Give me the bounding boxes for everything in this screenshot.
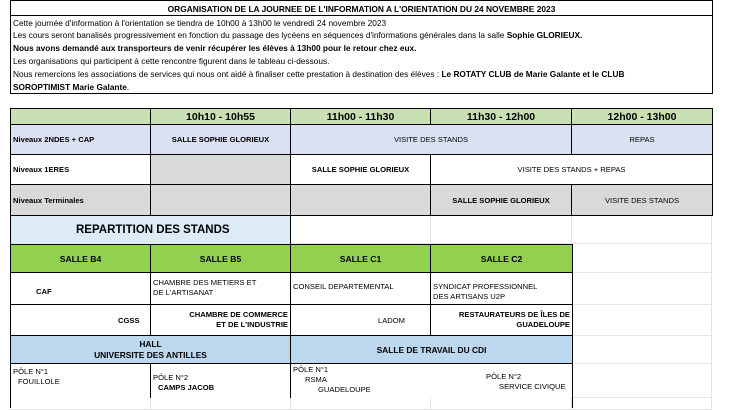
time-slot-2: 11h00 - 11h30 — [291, 109, 431, 125]
hall-label: HALL — [139, 338, 162, 349]
time-slot-3: 11h30 - 12h00 — [431, 109, 572, 125]
row2-empty — [151, 155, 291, 185]
row3-empty-2 — [291, 185, 431, 215]
info-line-2: Les cours seront banalisés progressivement en fonction du passage des lycéens en séquences d'informations générales dans la salle Sophie GLORIEUX. — [13, 30, 583, 40]
row2-salle-glorieux: SALLE SOPHIE GLORIEUX — [291, 155, 431, 185]
schedule-corner — [11, 109, 151, 125]
pole-fouillole-l2: FOUILLOLE — [18, 377, 60, 386]
spacer-i — [10, 398, 151, 410]
time-slot-1: 10h10 - 10h55 — [151, 109, 291, 125]
row1-visite-stands: VISITE DES STANDS — [291, 125, 572, 155]
stand-restaurateurs-l1: RESTAURATEURS DE ÎLES DE — [458, 310, 570, 319]
time-slot-4: 12h00 - 13h00 — [572, 109, 712, 125]
spacer-d — [573, 244, 712, 273]
pole-fouillole-l1: PÔLE N°1 — [13, 367, 49, 376]
spacer-g — [573, 336, 712, 364]
salle-travail-cdi: SALLE DE TRAVAIL DU CDI — [291, 336, 572, 364]
pole-camps-jacob — [151, 364, 291, 398]
room-c2: SALLE C2 — [431, 245, 572, 273]
info-header — [10, 0, 713, 94]
level-1eres: Niveaux 1ERES — [11, 155, 151, 185]
room-b5: SALLE B5 — [151, 245, 291, 273]
spacer-k — [291, 398, 431, 410]
page-title: ORGANISATION DE LA JOURNEE DE L'INFORMATION A L'ORIENTATION DU 24 NOVEMBRE 2023 — [167, 4, 556, 14]
pole-camps-jacob-l2: CAMPS JACOB — [158, 383, 215, 392]
pole-service-civique-l1: PÔLE N°2 — [486, 372, 522, 381]
pole-service-civique — [431, 364, 572, 398]
level-terminales: Niveaux Terminales — [11, 185, 151, 215]
stand-conseil-departemental: CONSEIL DEPARTEMENTAL — [291, 273, 431, 305]
pole-rsma-l3: GUADELOUPE — [318, 385, 371, 394]
spacer-l — [431, 398, 572, 410]
room-c1: SALLE C1 — [291, 245, 431, 273]
stand-syndicat-l2: DES ARTISANS U2P — [433, 292, 506, 301]
stand-syndicat-u2p — [431, 273, 572, 305]
universite-label: UNIVERSITE DES ANTILLES — [94, 349, 207, 360]
title-divider — [11, 15, 712, 16]
hall-universite — [11, 336, 291, 364]
pole-service-civique-l2: SERVICE CIVIQUE — [499, 382, 566, 391]
stand-chambre-commerce-l1: CHAMBRE DE COMMERCE — [189, 310, 288, 319]
pole-fouillole — [11, 364, 151, 398]
spacer-c — [572, 216, 712, 244]
stand-chambre-metiers — [151, 273, 291, 305]
spacer-e — [573, 273, 712, 305]
stand-chambre-metiers-l2: DE L'ARTISANAT — [153, 288, 214, 297]
spacer-h — [573, 364, 712, 398]
pole-rsma-l2: RSMA — [305, 375, 327, 384]
row1-salle-glorieux: SALLE SOPHIE GLORIEUX — [151, 125, 291, 155]
info-line-5: Nous remercions les associations de services qui nous ont aidé à finaliser cette prestation à destination des élèves : Le ROTATY CLUB de Marie Galante et le CLUB — [13, 69, 625, 79]
stand-ladom: LADOM — [291, 305, 431, 336]
stand-chambre-commerce-l2: ET DE L'INDUSTRIE — [216, 320, 288, 329]
stand-chambre-metiers-l1: CHAMBRE DES METIERS ET — [153, 278, 257, 287]
stand-restaurateurs-l2: GUADELOUPE — [516, 320, 570, 329]
row3-visite-stands: VISITE DES STANDS — [572, 185, 712, 215]
pole-rsma — [291, 364, 431, 398]
spacer-j — [151, 398, 291, 410]
spacer-b — [431, 216, 572, 244]
pole-camps-jacob-l1: PÔLE N°2 — [153, 373, 189, 382]
info-line-3: Nous avons demandé aux transporteurs de venir récupérer les élèves à 13h00 pour le retour chez eux. — [13, 43, 417, 53]
info-line-6: SOROPTIMIST Marie Galante. — [13, 82, 130, 92]
info-line-1: Cette journée d'information à l'orientation se tiendra de 10h00 à 13h00 le vendredi 24 novembre 2023 — [13, 18, 387, 28]
row3-salle-glorieux: SALLE SOPHIE GLORIEUX — [431, 185, 572, 215]
level-2ndes-cap: Niveaux 2NDES + CAP — [11, 125, 151, 155]
pole-rsma-l1: PÔLE N°1 — [293, 365, 329, 374]
stand-syndicat-l1: SYNDICAT PROFESSIONNEL — [433, 282, 538, 291]
spacer-a — [291, 216, 431, 244]
spacer-f — [573, 305, 712, 336]
stand-cgss: CGSS — [11, 305, 151, 336]
stand-chambre-commerce — [151, 305, 291, 336]
row1-repas: REPAS — [572, 125, 712, 155]
stand-restaurateurs — [431, 305, 572, 336]
row2-visite-repas: VISITE DES STANDS + REPAS — [431, 155, 712, 185]
room-b4: SALLE B4 — [11, 245, 151, 273]
row3-empty-1 — [151, 185, 291, 215]
spacer-m — [572, 398, 712, 410]
info-line-4: Les organisations qui participent à cette rencontre figurent dans le tableau ci-dessous. — [13, 56, 330, 66]
stand-caf: CAF — [11, 273, 151, 305]
stands-title: REPARTITION DES STANDS — [10, 216, 291, 244]
